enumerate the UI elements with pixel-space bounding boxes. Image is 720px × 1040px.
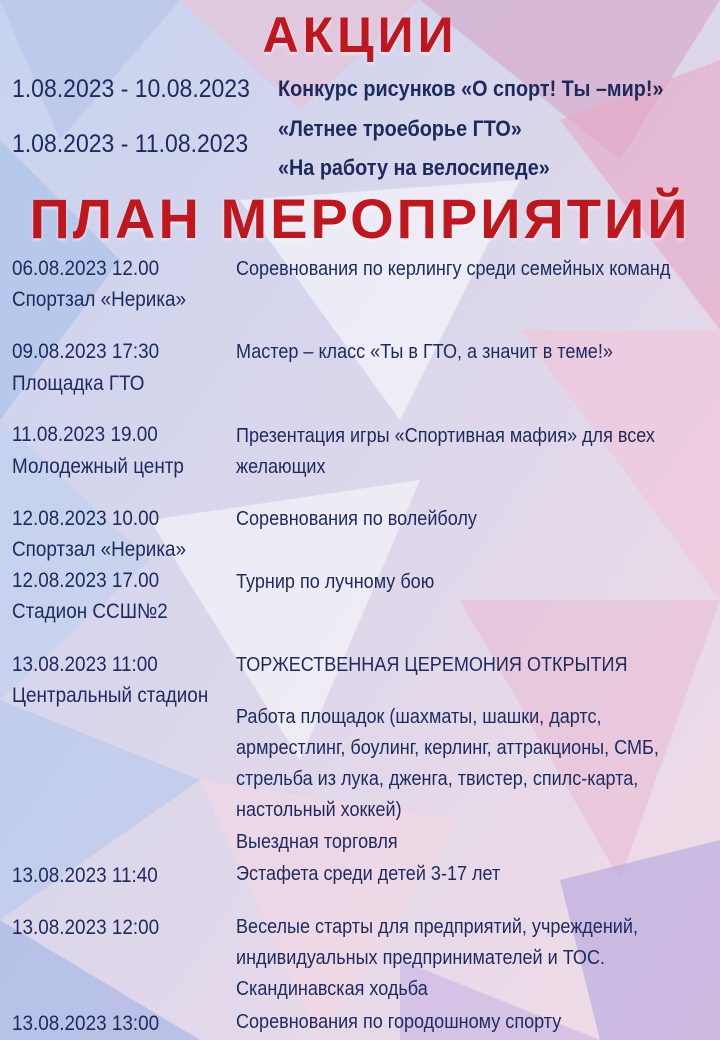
promo-name: «На работу на велосипеде» <box>278 155 550 180</box>
event-datetime: 09.08.2023 17:30 <box>12 340 160 363</box>
event-place: Центральный стадион <box>12 684 209 707</box>
event-description: настольный хоккей) <box>236 798 402 821</box>
event-datetime: 13.08.2023 11:40 <box>12 864 158 887</box>
event-description: Соревнования по волейболу <box>236 507 477 530</box>
event-description: Веселые старты для предприятий, учреждений, <box>236 915 638 938</box>
event-description: Эстафета среди детей 3-17 лет <box>236 862 501 885</box>
promo-name: Конкурс рисунков «О спорт! Ты –мир!» <box>278 76 664 101</box>
event-description: Мастер – класс «Ты в ГТО, а значит в теме!» <box>236 340 613 363</box>
promo-date-2: 1.08.2023 - 11.08.2023 <box>12 130 249 158</box>
event-datetime: 12.08.2023 10.00 <box>12 507 160 530</box>
event-description: Выездная торговля <box>236 830 398 853</box>
promo-date-1: 1.08.2023 - 10.08.2023 <box>12 75 250 103</box>
event-description: Соревнования по керлингу среди семейных команд <box>236 257 671 280</box>
event-description: Скандинавская ходьба <box>236 977 428 1000</box>
event-description: Соревнования по городошному спорту <box>236 1010 562 1033</box>
event-description: индивидуальных предпринимателей и ТОС. <box>236 946 606 969</box>
event-place: Спортзал «Нерика» <box>12 288 187 311</box>
promo-name: «Летнее троеборье ГТО» <box>278 116 522 141</box>
event-datetime: 06.08.2023 12.00 <box>12 257 160 280</box>
event-datetime: 13.08.2023 12:00 <box>12 916 160 939</box>
event-description: Турнир по лучному бою <box>236 570 435 593</box>
event-description: Работа площадок (шахматы, шашки, дартс, <box>236 705 602 728</box>
event-place: Молодежный центр <box>12 455 184 478</box>
event-description: стрельба из лука, дженга, твистер, спилс-карта, <box>236 767 639 790</box>
event-place: Спортзал «Нерика» <box>12 538 187 561</box>
event-datetime: 13.08.2023 11:00 <box>12 653 158 676</box>
promotions-title: АКЦИИ <box>262 7 458 63</box>
event-description: ТОРЖЕСТВЕННАЯ ЦЕРЕМОНИЯ ОТКРЫТИЯ <box>236 653 628 676</box>
event-description: армрестлинг, боулинг, керлинг, аттракционы, СМБ, <box>236 736 659 759</box>
event-description: желающих <box>236 455 326 478</box>
event-datetime: 11.08.2023 19.00 <box>12 423 158 446</box>
event-description: Презентация игры «Спортивная мафия» для всех <box>236 424 655 447</box>
event-datetime: 12.08.2023 17.00 <box>12 569 160 592</box>
event-place: Стадион ССШ№2 <box>12 600 168 623</box>
event-place: Площадка ГТО <box>12 372 145 395</box>
plan-title: ПЛАН МЕРОПРИЯТИЙ <box>29 187 691 250</box>
event-datetime: 13.08.2023 13:00 <box>12 1012 160 1035</box>
